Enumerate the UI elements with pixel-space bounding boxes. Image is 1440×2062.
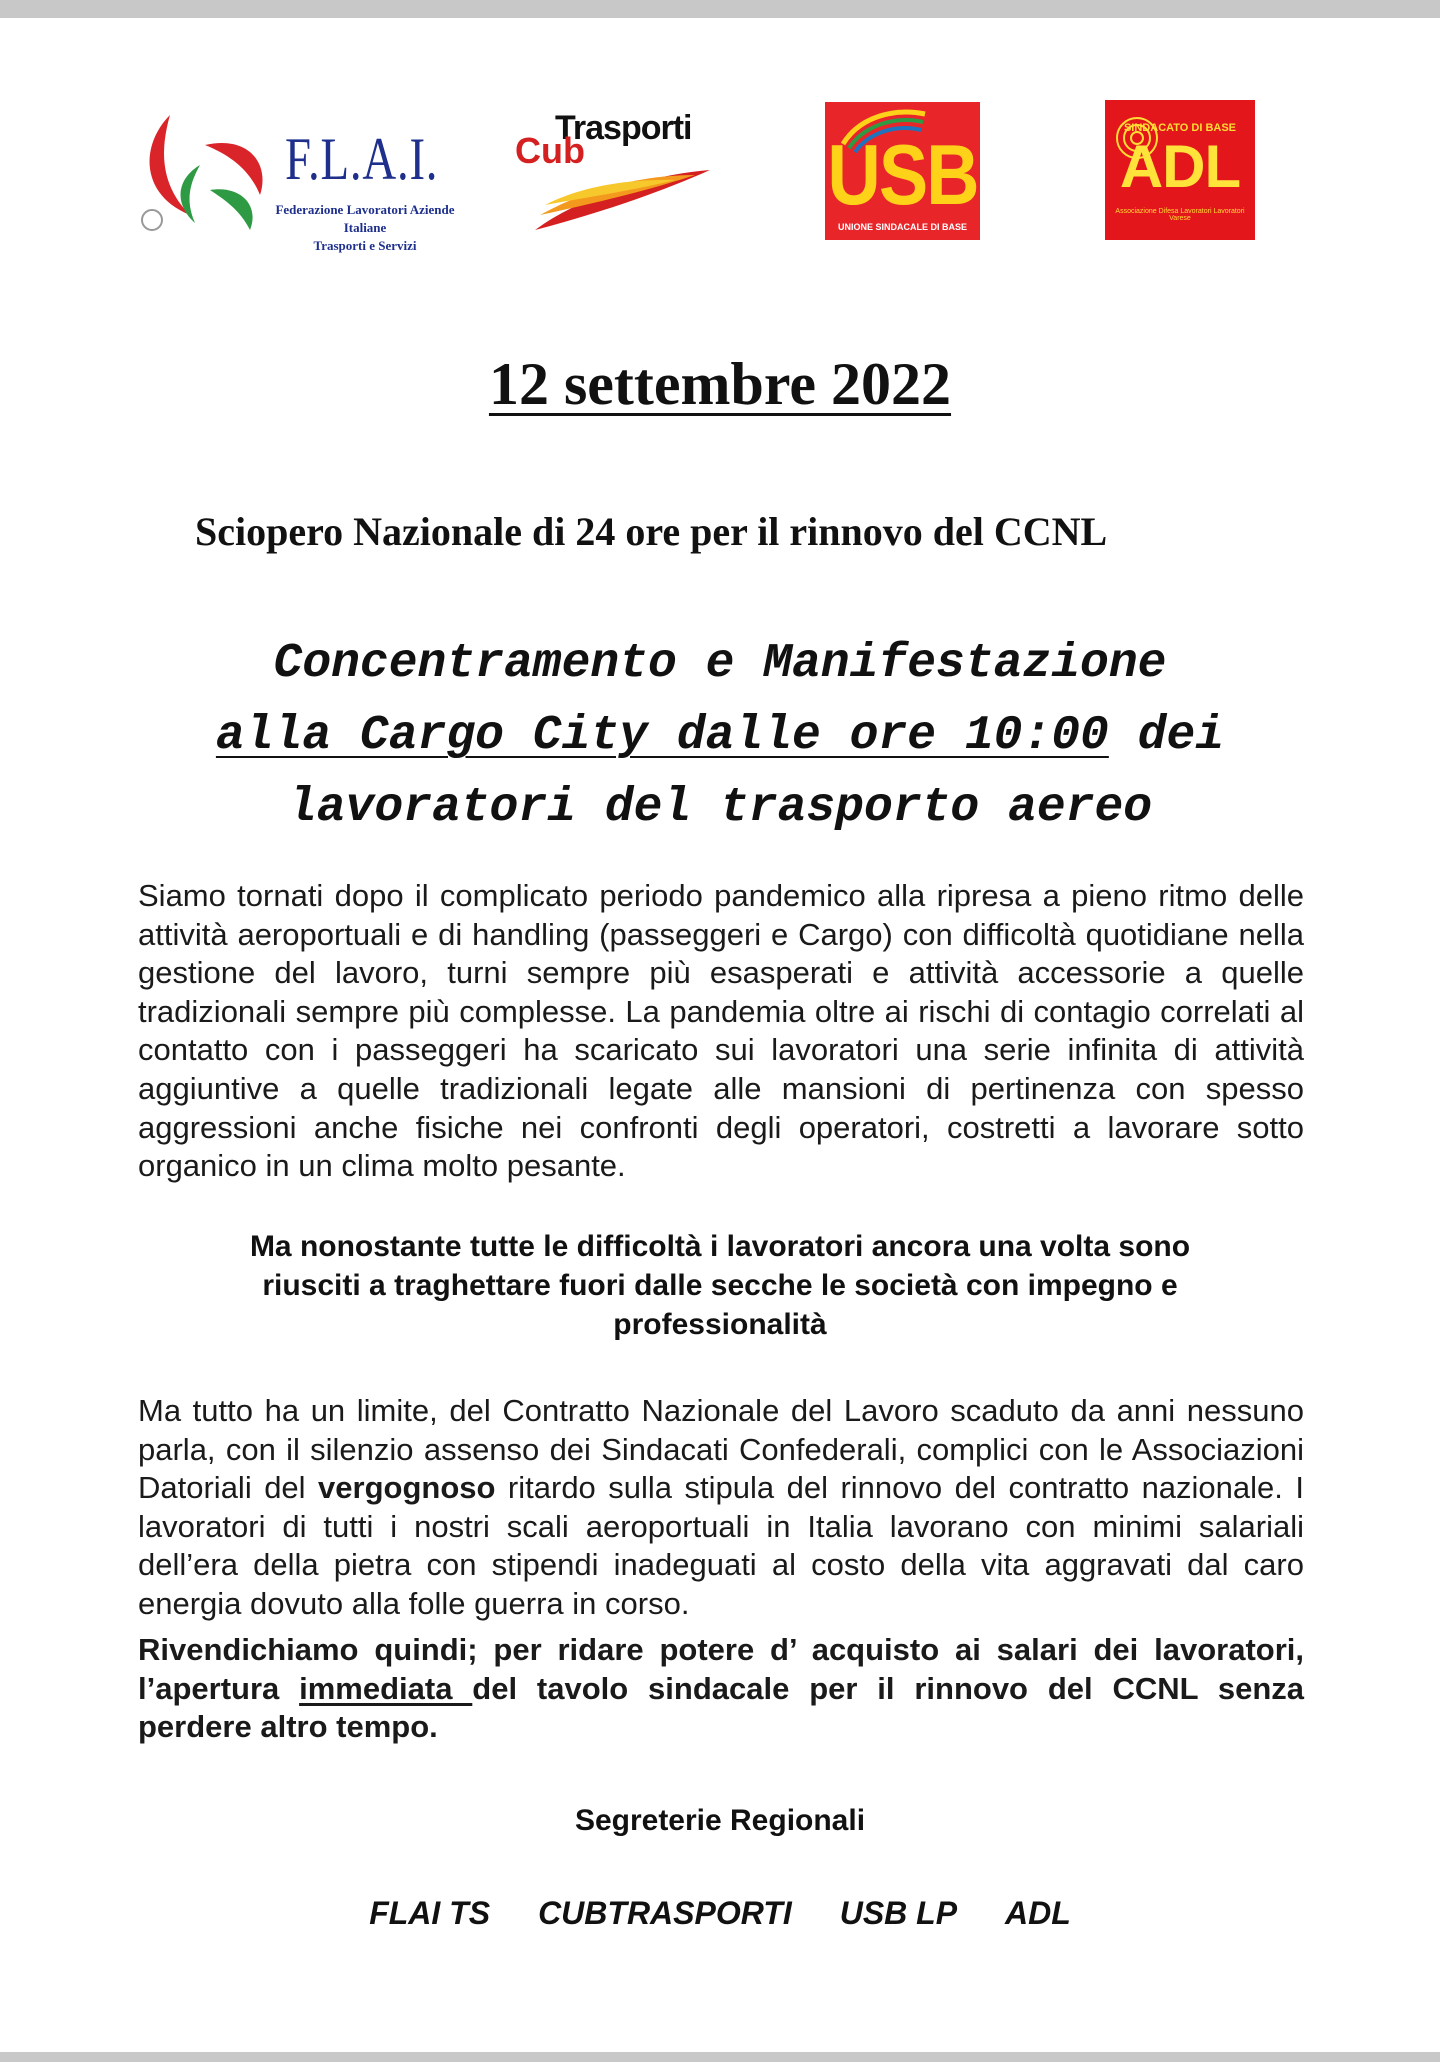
usb-logo: [825, 102, 980, 240]
page-date: [0, 350, 1440, 419]
cub-trasporti-word: Trasporti: [555, 109, 692, 147]
flai-wings-icon: [130, 105, 280, 245]
adl-name: ADL: [1119, 133, 1241, 200]
organizations-list: [0, 1895, 1440, 1932]
bold-statement: [150, 1227, 1290, 1344]
bold-statement-line3: professionalità: [613, 1308, 827, 1341]
adl-subtitle: Associazione Difesa Lavoratori Lavoratori Varese: [1115, 208, 1245, 222]
org-flai: FLAI TS: [369, 1895, 491, 1931]
bottom-border: [0, 2052, 1440, 2062]
paragraph-3: [138, 1631, 1304, 1747]
org-cubtrasporti: CUBTRASPORTI: [538, 1895, 792, 1931]
top-border: [0, 0, 1440, 18]
headline: [140, 628, 1300, 844]
usb-subtitle: UNIONE SINDACALE DI BASE: [837, 222, 967, 232]
headline-line3: lavoratori del trasporto aereo: [287, 781, 1153, 835]
signoff: Segreterie Regionali: [574, 1804, 866, 1837]
cub-trasporti-logo: [515, 105, 725, 240]
flai-title: F.L.A.I.: [285, 126, 439, 192]
paragraph-3-after: del tavolo sindacale per il rinnovo del CCNL senza perdere altro tempo.: [138, 1670, 1304, 1745]
adl-top-text: SINDACATO DI BASE: [1123, 122, 1237, 134]
org-usb: USB LP: [839, 1895, 958, 1931]
usb-name: USB: [827, 126, 978, 223]
bold-statement-line1: Ma nonostante tutte le difficoltà i lavoratori ancora una volta sono: [249, 1230, 1191, 1263]
date-text: 12 settembre 2022: [488, 351, 952, 417]
headline-line2: [140, 700, 1300, 772]
adl-logo: [1105, 100, 1255, 240]
flai-subtitle: [265, 201, 465, 255]
paragraph-2: [138, 1392, 1304, 1624]
org-adl: ADL: [1005, 1895, 1071, 1931]
paragraph-2-bold: vergognoso: [318, 1470, 496, 1506]
paragraph-1: Siamo tornati dopo il complicato periodo pandemico alla ripresa a pieno ritmo delle attività aeroportuali e di handling (passeggeri e Cargo) con difficoltà quotidiane nella gestione del lavoro, turni sempre più esasperati e attività accessorie a quelle tradizionali sempre più complesse. La pandemia oltre ai rischi di contagio correlati al contatto con i passeggeri ha scaricato sui lavoratori una serie infinita di attività aggiuntive a quelle tradizionali legate alle mansioni di pertinenza con spesso aggressioni anche fisiche nei confronti degli operatori, costretti a lavorare sotto organico in un clima molto pesante.: [138, 878, 1304, 1184]
headline-line2-rest: dei: [1108, 709, 1225, 763]
paragraph-2-after: ritardo sulla stipula del rinnovo del contratto nazionale. I lavoratori di tutti i nostri scali aeroportuali in Italia lavorano con minimi salariali dell’era della pietra con stipendi inadeguati al costo della vita aggravati dal caro energia dovuto alla folle guerra in corso.: [138, 1470, 1304, 1621]
cub-swoosh-icon: [515, 105, 725, 240]
cub-word: Cub: [515, 130, 585, 171]
flai-subtitle-line2: Trasporti e Servizi: [313, 238, 417, 253]
bold-statement-line2: riusciti a traghettare fuori dalle secche le società con impegno e: [262, 1269, 1178, 1302]
paragraph-3-before: Rivendichiamo quindi; per ridare potere d’ acquisto ai salari dei lavoratori, l’apertura: [138, 1632, 1304, 1706]
strike-subtitle: Sciopero Nazionale di 24 ore per il rinnovo del CCNL: [195, 509, 1108, 554]
paragraph-2-before: Ma tutto ha un limite, del Contratto Nazionale del Lavoro scaduto da anni nessuno parla, con il silenzio assenso dei Sindacati Confederali, complici con le Associazioni Datoriali del: [138, 1393, 1304, 1506]
paragraph-3-underlined: immediata: [299, 1670, 473, 1706]
headline-line2-underlined: alla Cargo City dalle ore 10:00: [215, 709, 1109, 763]
flai-subtitle-line1: Federazione Lavoratori Aziende Italiane: [275, 202, 455, 235]
headline-line1: Concentramento e Manifestazione: [273, 637, 1167, 691]
flai-logo: [130, 105, 460, 253]
